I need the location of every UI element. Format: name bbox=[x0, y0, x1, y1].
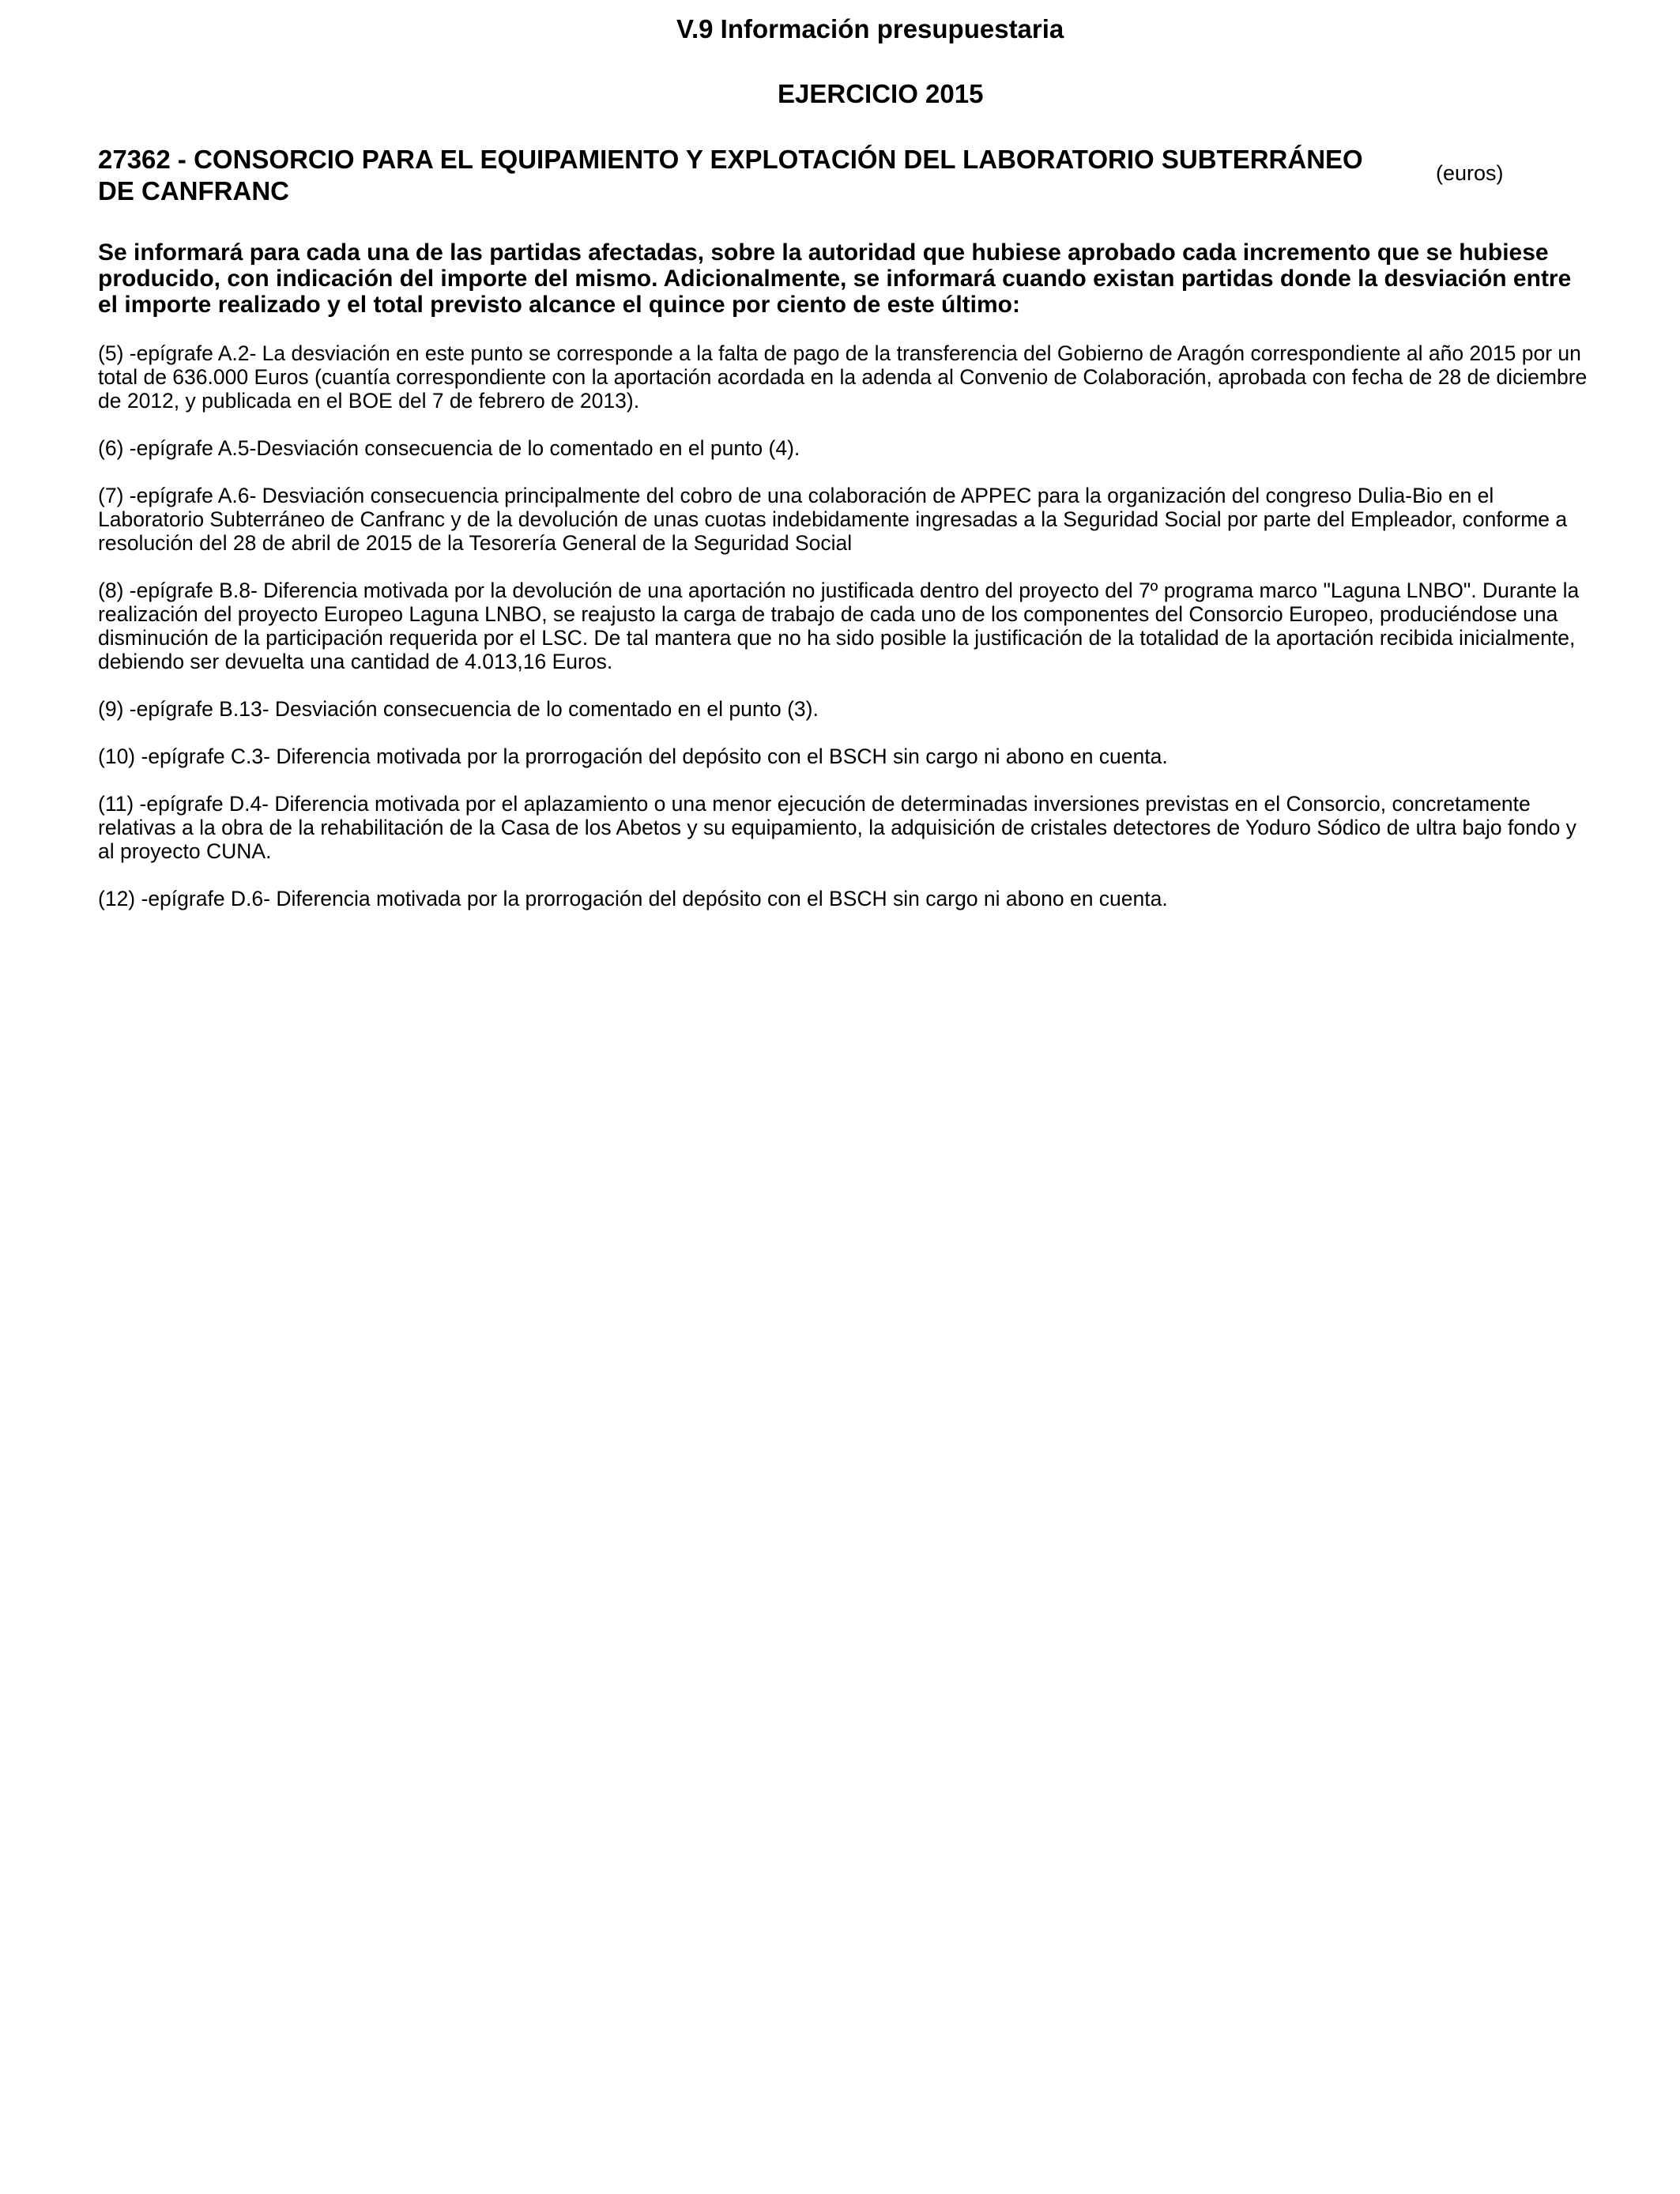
note-item: (5) -epígrafe A.2- La desviación en este punto se corresponde a la falta de pago de la transferencia del Gobierno de Aragón correspondiente al año 2015 por un total de 636.000 Euros (cuantía correspondiente con la aportación acordada en la adenda al Convenio de Colaboración, aprobada con fecha de 28 de diciembre de 2012, y publicada en el BOE del 7 de febrero de 2013). bbox=[98, 341, 1588, 413]
notes-list bbox=[98, 341, 1591, 934]
note-item: (8) -epígrafe B.8- Diferencia motivada por la devolución de una aportación no justificada dentro del proyecto del 7º programa marco "Laguna LNBO". Durante la realización del proyecto Europeo Laguna LNBO, se reajusto la carga de trabajo de cada uno de los componentes del Consorcio Europeo, produciéndose una disminución de la participación requerida por el LSC. De tal mantera que no ha sido posible la justificación de la totalidad de la aportación recibida inicialmente, debiendo ser devuelta una cantidad de 4.013,16 Euros. bbox=[98, 579, 1580, 673]
intro-paragraph: Se informará para cada una de las partidas afectadas, sobre la autoridad que hubiese aprobado cada incremento que se hubiese producido, con indicación del importe del mismo. Adicionalmente, se informará cuando existan partidas donde la desviación entre el importe realizado y el total previsto alcance el quince por ciento de este último: bbox=[98, 239, 1572, 318]
note-item: (7) -epígrafe A.6- Desviación consecuencia principalmente del cobro de una colaboración de APPEC para la organización del congreso Dulia-Bio en el Laboratorio Subterráneo de Canfranc y de la devolución de unas cuotas indebidamente ingresadas a la Seguridad Social por parte del Empleador, conforme a resolución del 28 de abril de 2015 de la Tesorería General de la Seguridad Social bbox=[98, 484, 1568, 555]
note-item: (6) -epígrafe A.5-Desviación consecuencia de lo comentado en el punto (4). bbox=[98, 436, 800, 460]
note-item: (12) -epígrafe D.6- Diferencia motivada por la prorrogación del depósito con el BSCH sin cargo ni abono en cuenta. bbox=[98, 887, 1168, 910]
entity-title: 27362 - CONSORCIO PARA EL EQUIPAMIENTO Y EXPLOTACIÓN DEL LABORATORIO SUBTERRÁNEO DE CANFRANC bbox=[98, 145, 1363, 205]
note-item: (9) -epígrafe B.13- Desviación consecuencia de lo comentado en el punto (3). bbox=[98, 697, 819, 721]
exercise-year: EJERCICIO 2015 bbox=[778, 79, 984, 108]
note-item: (10) -epígrafe C.3- Diferencia motivada por la prorrogación del depósito con el BSCH sin cargo ni abono en cuenta. bbox=[98, 745, 1168, 768]
section-title: V.9 Información presupuestaria bbox=[676, 14, 1064, 43]
note-item: (11) -epígrafe D.4- Diferencia motivada por el aplazamiento o una menor ejecución de determinadas inversiones previstas en el Consorcio, concretamente relativas a la obra de la rehabilitación de la Casa de los Abetos y su equipamiento, la adquisición de cristales detectores de Yoduro Sódico de ultra bajo fondo y al proyecto CUNA. bbox=[98, 792, 1576, 863]
units-label: (euros) bbox=[1436, 161, 1504, 185]
